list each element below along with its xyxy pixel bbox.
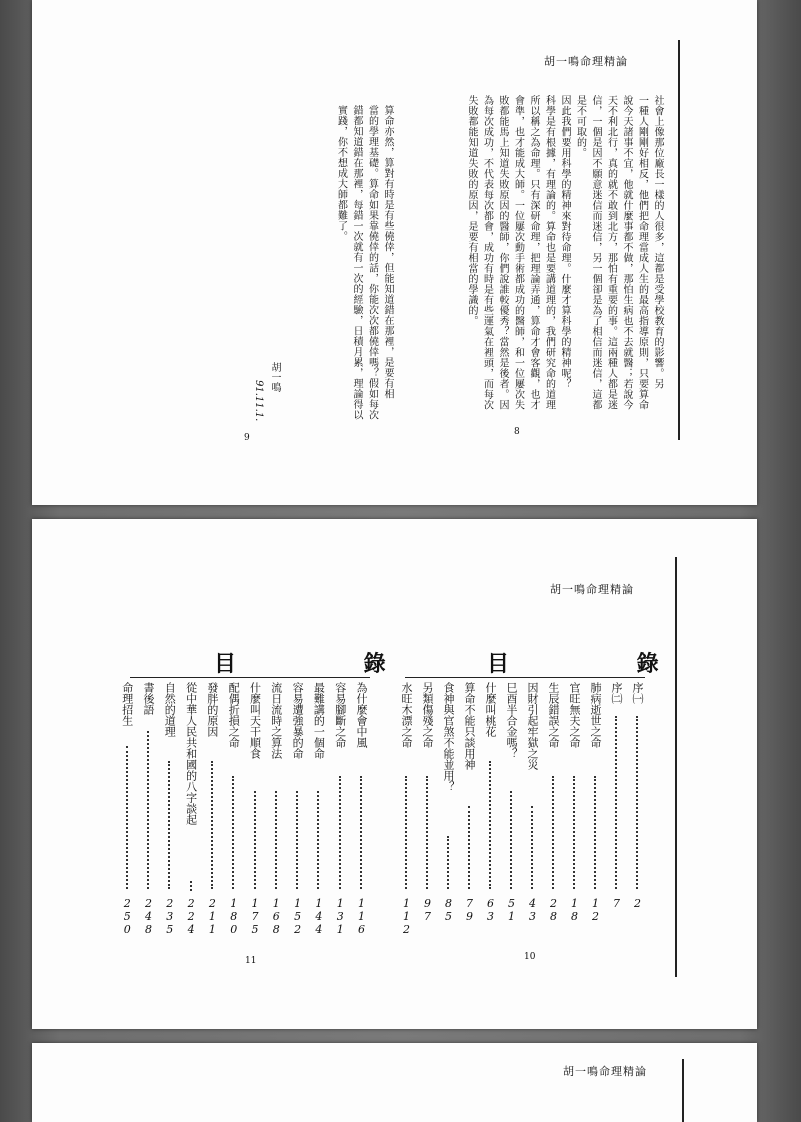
toc-entry-page: 12 (589, 897, 602, 923)
toc-entry-title: 為什麼會中風 (355, 682, 368, 748)
toc-entry-title: 從中華人民共和國的八字談起 (184, 682, 198, 825)
toc-rule-right (405, 677, 645, 678)
page-number-11: 11 (245, 956, 257, 966)
toc-entry-title: 生辰錯誤之命 (547, 682, 560, 748)
toc-leader-dots (190, 881, 192, 891)
toc-leader-dots (426, 776, 428, 889)
toc-entry-title: 序㈠ (631, 682, 644, 704)
toc-entry-page: 18 (568, 897, 581, 923)
toc-entry-title: 最難講的一個命 (312, 682, 326, 759)
toc-entry-title: 流日流時之算法 (269, 682, 283, 759)
toc-leader-dots (211, 761, 213, 889)
toc-entry-page: 250 (120, 897, 134, 936)
text-column: 為每次成功，不代表每次都會，成功有時是有些運氣在裡頭，而每次 (481, 95, 493, 410)
toc-entry-page: 85 (442, 897, 455, 923)
toc-entry-page: 28 (547, 897, 560, 923)
text-column: 天不利北行，真的就不敢到北方，那怕有重要的事。這兩種人都是迷 (605, 95, 617, 410)
page-number-8: 8 (514, 427, 520, 437)
toc-leader-dots (531, 806, 533, 889)
text-column: 敗都能馬上知道失敗原因的醫師，你們說誰較優秀？當然是後者。因 (497, 95, 508, 410)
signature-date: 91.11.1. (253, 380, 264, 422)
toc-leader-dots (405, 776, 407, 889)
toc-entry-title: 序㈡ (610, 682, 623, 704)
book-spread-next (32, 1043, 757, 1122)
toc-heading-left: 目 錄 (214, 651, 446, 677)
text-column: 算命亦然，算對有時是有些僥倖，但能知道錯在那裡，是要有相 (382, 105, 393, 399)
toc-leader-dots (552, 776, 554, 889)
toc-leader-dots (275, 791, 277, 889)
spine-line (675, 557, 677, 977)
toc-leader-dots (636, 716, 638, 889)
toc-entry-title: 肺病逝世之命 (589, 682, 602, 748)
toc-entry-page: 152 (291, 897, 305, 936)
toc-leader-dots (254, 791, 256, 889)
toc-entry-title: 巳酉半合金嗎？ (505, 682, 518, 759)
text-column: 因此我們要用科學的精神來對待命理。什麼才算科學的精神呢？ (559, 95, 570, 389)
text-column: 實踐，你不想成大師都難了。 (335, 105, 347, 242)
toc-leader-dots (510, 791, 512, 889)
toc-leader-dots (360, 776, 362, 889)
text-column: 科學是有根據，有理論的。算命也是要講道理的，我們研究命的道理 (543, 95, 555, 410)
toc-leader-dots (232, 776, 234, 889)
toc-entry-page: 43 (526, 897, 539, 923)
toc-entry-title: 配偶折損之命 (227, 682, 241, 748)
toc-entry-title: 發胖的原因 (205, 682, 219, 737)
page-number-9: 9 (244, 433, 250, 443)
text-column: 說今天諸事不宜，他就什麼事都不做，那怕生病也不去就醫；若說今 (621, 95, 632, 410)
toc-entry-page: 235 (163, 897, 177, 936)
toc-entry-page: 79 (463, 897, 476, 923)
toc-entry-page: 112 (400, 897, 413, 936)
toc-entry-title: 命理招生 (120, 682, 134, 726)
toc-leader-dots (615, 716, 617, 889)
toc-entry-page: 224 (184, 897, 198, 936)
toc-leader-dots (168, 761, 170, 889)
running-header: 胡一鳴命理精論 (550, 583, 634, 596)
text-column: 一種人剛剛好相反，他們把命理當成人生的最高指導原則，只要算命 (636, 95, 648, 410)
toc-entry-title: 食神與官煞不能並用？ (442, 682, 455, 792)
toc-entry-title: 另類傷殘之命 (421, 682, 434, 748)
toc-leader-dots (126, 746, 128, 889)
toc-leader-dots (468, 806, 470, 889)
toc-entry-title: 什麼叫天干順食 (248, 682, 262, 759)
toc-entry-title: 算命不能只談用神 (463, 682, 476, 770)
toc-leader-dots (339, 776, 341, 889)
toc-leader-dots (594, 776, 596, 889)
toc-entry-page: 211 (205, 897, 219, 936)
toc-rule-left (130, 677, 370, 678)
toc-leader-dots (296, 791, 298, 889)
toc-entry-page: 248 (142, 897, 155, 936)
toc-entry-page: 144 (312, 897, 326, 936)
toc-entry-title: 容易遭強暴的命 (291, 682, 305, 759)
toc-leader-dots (447, 836, 449, 889)
toc-entry-page: 63 (484, 897, 497, 923)
author-signature: 胡一鳴 (269, 362, 280, 392)
toc-leader-dots (573, 776, 575, 889)
text-column: 是不可取的。 (574, 95, 586, 158)
text-column: 當的學理基礎。算命如果靠僥倖的話，你能次次都僥倖嗎？假如每次 (366, 105, 378, 420)
toc-entry-page: 131 (333, 897, 347, 936)
toc-entry-page: 180 (227, 897, 241, 936)
book-spread-toc (32, 519, 757, 1029)
text-column: 失敗都能知道失敗的原因，是要有相當的學識的。 (466, 95, 477, 326)
spine-line (682, 1059, 684, 1122)
text-column: 信，一個是因不願意迷信而迷信，另一個卻是為了相信而迷信，這都 (590, 95, 601, 410)
text-column: 所以稱之為命理。只有深研命理，把理論弄通，算命才會客觀，也才 (528, 95, 539, 410)
toc-entry-title: 容易腳斷之命 (333, 682, 347, 748)
text-column: 社會上像那位廠長一樣的人很多，這都是受學校教育的影響。另 (652, 95, 663, 389)
toc-entry-title: 自然的道理 (163, 682, 177, 737)
spine-line (678, 40, 680, 440)
toc-entry-page: 168 (269, 897, 283, 936)
running-header: 胡一鳴命理精論 (563, 1065, 647, 1078)
toc-entry-title: 什麼叫桃花 (484, 682, 497, 737)
toc-leader-dots (147, 731, 149, 889)
toc-heading-right: 目 錄 (487, 651, 719, 677)
toc-entry-page: 2 (631, 897, 644, 910)
toc-entry-title: 書後語 (142, 682, 155, 715)
toc-entry-title: 水旺木漂之命 (400, 682, 413, 748)
toc-entry-page: 97 (421, 897, 434, 923)
page-number-10: 10 (524, 952, 536, 962)
toc-leader-dots (489, 761, 491, 889)
toc-entry-title: 官旺無夫之命 (568, 682, 581, 748)
text-column: 錯都知道錯在那裡，每錯一次就有一次的經驗，日積月累，理論得以 (351, 105, 362, 420)
book-spread-page-8-9 (32, 0, 757, 505)
toc-entry-page: 51 (505, 897, 518, 923)
running-header: 胡一鳴命理精論 (544, 55, 628, 68)
toc-entry-page: 7 (610, 897, 623, 910)
toc-leader-dots (317, 791, 319, 889)
toc-entry-page: 116 (355, 897, 368, 936)
toc-entry-title: 因財引起牢獄之災 (526, 682, 539, 770)
toc-entry-page: 175 (248, 897, 262, 936)
text-column: 會準，也才能成大師。一位屢次動手術都成功的醫師，和一位屢次失 (512, 95, 524, 410)
